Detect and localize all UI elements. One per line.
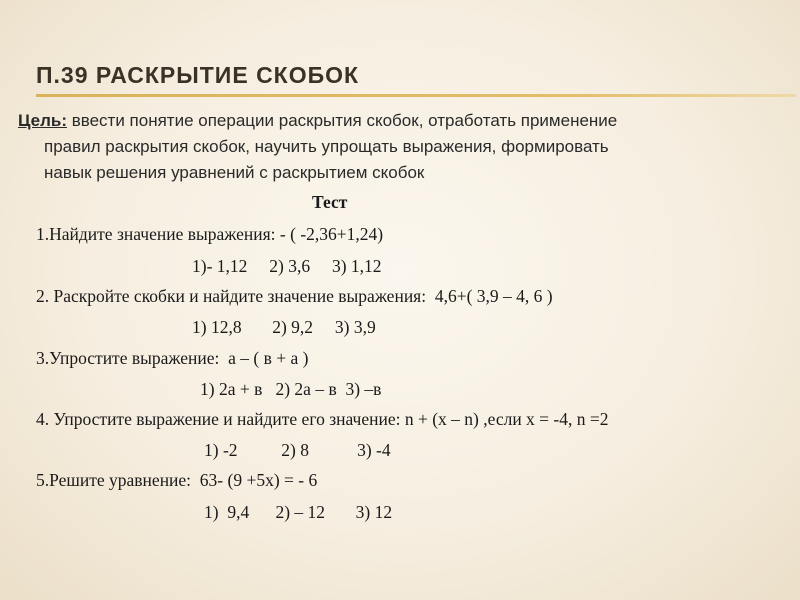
question-5: 5.Решите уравнение: 63- (9 +5х) = - 6 (36, 470, 318, 490)
answers-5: 1) 9,4 2) – 12 3) 12 (204, 502, 393, 522)
question-3: 3.Упростите выражение: а – ( в + а ) (36, 348, 309, 368)
goal-line-3: навык решения уравнений с раскрытием скобок (44, 163, 425, 182)
test-heading: Тест (312, 192, 348, 212)
goal-block (18, 108, 778, 186)
title-underline (36, 94, 796, 97)
question-2: 2. Раскройте скобки и найдите значение выражения: 4,6+( 3,9 – 4, 6 ) (36, 286, 553, 306)
slide-title: П.39 РАСКРЫТИЕ СКОБОК (36, 62, 360, 88)
answers-3: 1) 2а + в 2) 2а – в 3) –в (200, 379, 382, 399)
goal-line-1: ввести понятие операции раскрытия скобок, отработать применение (67, 111, 618, 130)
title-row (36, 62, 796, 96)
question-4: 4. Упростите выражение и найдите его значение: n + (x – n) ,если х = -4, n =2 (36, 409, 609, 429)
question-1: 1.Найдите значение выражения: - ( -2,36+1,24) (36, 224, 384, 244)
goal-line-2: правил раскрытия скобок, научить упрощать выражения, формировать (44, 137, 609, 156)
answers-2: 1) 12,8 2) 9,2 3) 3,9 (192, 317, 376, 337)
answers-1: 1)- 1,12 2) 3,6 3) 1,12 (192, 256, 382, 276)
goal-label: Цель: (18, 111, 67, 130)
answers-4: 1) -2 2) 8 3) -4 (204, 440, 391, 460)
